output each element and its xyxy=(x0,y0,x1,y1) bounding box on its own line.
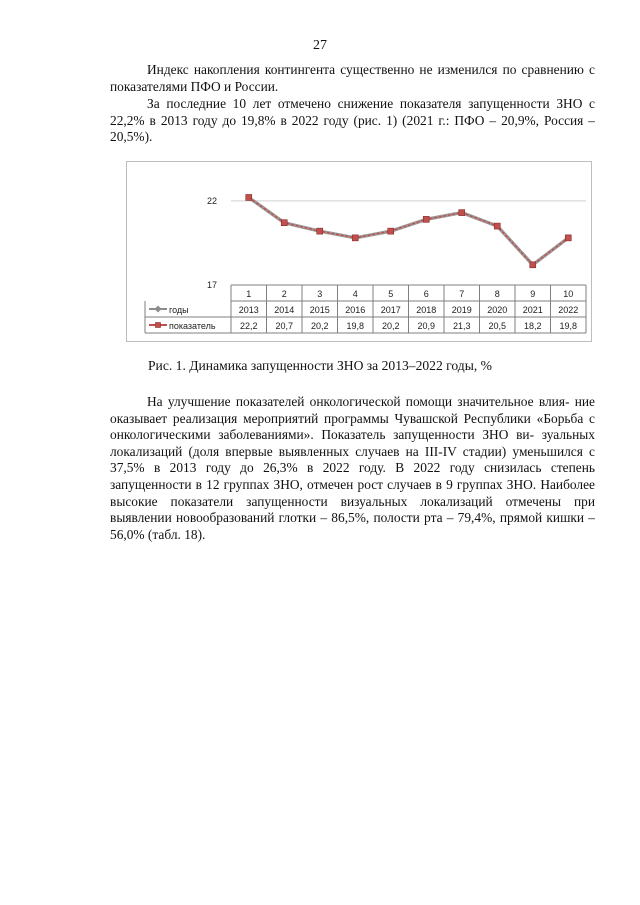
text-line: ние оказывает реализация мероприятий программы Чувашской Республики xyxy=(110,394,595,426)
data-point xyxy=(246,194,252,200)
text-line: при выявлении новообразований глотки – 86,5%, полости рта – 79,4%, прямой xyxy=(110,493,595,526)
text-line: с показателями ПФО и России. xyxy=(110,62,595,94)
category-label: 6 xyxy=(423,289,429,299)
table-cell: 2013 xyxy=(238,305,259,315)
table-cell: 20,7 xyxy=(275,321,294,331)
legend-key-marker xyxy=(155,306,162,313)
category-label: 2 xyxy=(281,289,287,299)
text-line: На улучшение показателей онкологической помощи значительное влия- xyxy=(147,394,570,409)
table-cell: 2017 xyxy=(380,305,401,315)
category-label: 4 xyxy=(352,289,358,299)
neglect-dynamics-chart xyxy=(126,161,592,342)
category-label: 9 xyxy=(530,289,536,299)
table-cell: 20,5 xyxy=(488,321,507,331)
table-cell: 20,9 xyxy=(417,321,436,331)
data-point xyxy=(317,228,323,234)
paragraph-contingent-index xyxy=(110,62,595,95)
text-line: кишки – 56,0% (табл. 18). xyxy=(110,510,595,542)
page-number: 27 xyxy=(313,38,327,53)
text-line: степень запущенности в 12 группах ЗНО, отмечен рост случаев в 9 группах ЗНО. xyxy=(110,460,595,492)
category-label: 8 xyxy=(494,289,500,299)
chart-svg xyxy=(127,162,591,341)
text-line: 20,5%). xyxy=(110,129,153,145)
table-cell: 19,8 xyxy=(346,321,365,331)
data-point xyxy=(388,228,394,234)
data-point xyxy=(423,216,429,222)
paragraph-neglect-trend xyxy=(110,96,595,146)
table-cell: 18,2 xyxy=(523,321,542,331)
table-cell: 2016 xyxy=(345,305,366,315)
table-cell: 2022 xyxy=(558,305,579,315)
text-line: уменьшился с 37,5% в 2013 году до 26,3% в 2022 году. В 2022 году снизилась xyxy=(110,443,595,476)
data-point xyxy=(281,220,287,226)
table-cell: 2021 xyxy=(522,305,543,315)
table-cell: 21,3 xyxy=(452,321,471,331)
figure-caption: Рис. 1. Динамика запущенности ЗНО за 2013–2022 годы, % xyxy=(148,358,492,373)
text-line: 22,2% в 2013 году до 19,8% в 2022 году (рис. 1) (2021 г.: ПФО – 20,9%, Россия – xyxy=(110,112,595,128)
table-cell: 2015 xyxy=(309,305,330,315)
legend-key-marker xyxy=(156,323,161,328)
table-cell: 20,2 xyxy=(381,321,400,331)
paragraph-program-impact xyxy=(110,394,595,543)
data-point xyxy=(352,235,358,241)
table-cell: 2020 xyxy=(487,305,508,315)
table-cell: 20,2 xyxy=(310,321,329,331)
category-label: 5 xyxy=(388,289,394,299)
category-label: 1 xyxy=(246,289,252,299)
data-point xyxy=(530,262,536,268)
series-shadow-line xyxy=(249,197,569,264)
text-line: Индекс накопления контингента существенно не изменился по сравнению xyxy=(147,62,584,77)
table-row-label: показатель xyxy=(169,321,216,331)
data-point xyxy=(494,223,500,229)
category-label: 10 xyxy=(563,289,574,299)
table-cell: 22,2 xyxy=(239,321,258,331)
y-tick-label: 17 xyxy=(206,280,217,290)
table-row-label: годы xyxy=(169,305,189,315)
y-tick-label: 22 xyxy=(206,195,217,206)
table-cell: 2014 xyxy=(274,305,295,315)
text-line: «Борьба с онкологическими заболеваниями». Показатель запущенности ЗНО ви- xyxy=(110,410,595,443)
table-cell: 2019 xyxy=(451,305,472,315)
data-point xyxy=(459,210,465,216)
series-line xyxy=(249,197,569,264)
category-label: 3 xyxy=(317,289,323,299)
text-line: За последние 10 лет отмечено снижение показателя запущенности ЗНО с xyxy=(147,96,595,111)
table-cell: 19,8 xyxy=(559,321,578,331)
table-cell: 2018 xyxy=(416,305,437,315)
category-label: 7 xyxy=(459,289,465,299)
text-line: зуальных локализаций (доля впервые выявленных случаев на III-IV стадии) xyxy=(110,427,595,459)
text-line: Наиболее высокие показатели запущенности визуальных локализаций отмечены xyxy=(110,476,595,509)
data-point xyxy=(565,235,571,241)
